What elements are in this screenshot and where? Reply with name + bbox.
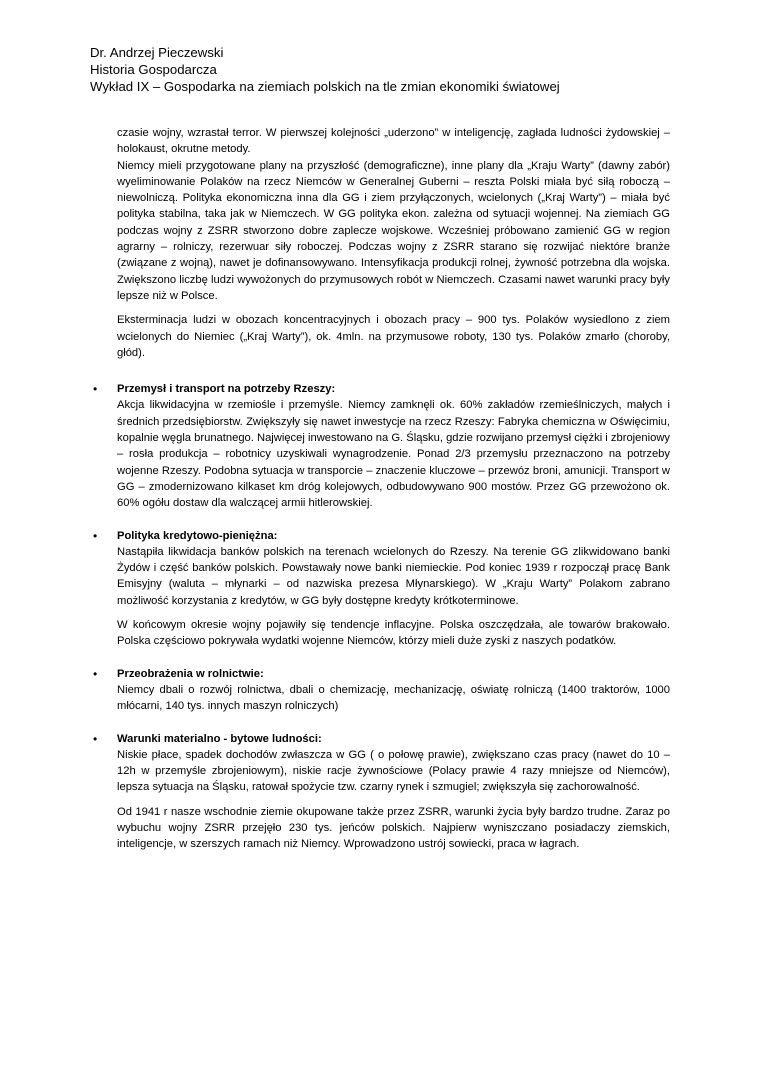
- section-title: Przemysł i transport na potrzeby Rzeszy:: [117, 383, 336, 396]
- intro-paragraph: Niemcy mieli przygotowane plany na przyszłość (demograficzne), inne plany dla „Kraju Warty” (dawny zabór) wyeliminowanie Polaków na rzecz Niemców w Generalnej Guberni – reszta Polski miała być siłą roboczą – niewolniczą. Polityka ekonomiczna inna dla GG i ziem przyłączonych, wcielonych („Kraj Warty”) – miała być polityka stabilna, taka jak w Niemczech. W GG polityka ekon. zależna od sytuacji wojennej. Na ziemiach GG podczas wojny z ZSRR stworzono dobre zaplecze wojskowe. Wcześniej próbowano zamienić GG w region agrarny – rolniczy, rezerwuar siły roboczej. Podczas wojny z ZSRR starano się rozwijać niektóre branże (związane z wojną), nawet je dofinansowywano. Intensyfikacja produkcji rolnej, żywność potrzebna dla wojska. Zwiększono liczbę ludzi wywożonych do przymusowych robót w Niemczech. Czasami nawet warunki pracy były lepsze niż w Polsce.: [117, 159, 670, 302]
- section-title: Polityka kredytowo-pieniężna:: [117, 529, 278, 542]
- section-credit-policy: [93, 528, 670, 650]
- section-living-conditions: [93, 731, 670, 853]
- intro-paragraph: czasie wojny, wzrastał terror. W pierwszej kolejności „uderzono” w inteligencję, zagłada ludności żydowskiej – holokaust, okrutne metody.: [117, 127, 670, 156]
- document-body: [93, 125, 670, 853]
- author-line: Dr. Andrzej Pieczewski: [90, 45, 224, 60]
- course-line: Historia Gospodarcza: [90, 62, 217, 77]
- intro-paragraph: Eksterminacja ludzi w obozach koncentracyjnych i obozach pracy – 900 tys. Polaków wysiedlono z ziem wcielonych do Niemiec („Kraj Warty”), ok. 4mln. na przymusowe roboty, 130 tys. Polaków zmarło (choroby, głód).: [117, 314, 670, 359]
- section-paragraph: Nastąpiła likwidacja banków polskich na terenach wcielonych do Rzeszy. Na terenie GG zlikwidowano banki Żydów i część banków polskich. Powstawały nowe banki niemieckie. Pod koniec 1939 r rozpoczął pracę Bank Emisyjny (waluta – młynarki – od nazwiska prezesa Młynarskiego). W „Kraju Warty” Polakom zabrano możliwość korzystania z kredytów, w GG były dostępne kredyty krótkoterminowe.: [117, 545, 670, 607]
- section-paragraph: Niemcy dbali o rozwój rolnictwa, dbali o chemizację, mechanizację, oświatę rolniczą (1400 traktorów, 1000 młócarni, 140 tys. innych maszyn rolniczych): [117, 683, 670, 713]
- page-header: [90, 44, 560, 95]
- section-paragraph: W końcowym okresie wojny pojawiły się tendencje inflacyjne. Polska oszczędzała, ale towarów brakowało. Polska częściowo pokrywała wydatki wojenne Niemców, którzy mieli duże zyski z naszych podatków.: [117, 619, 670, 648]
- lecture-title: Wykład IX – Gospodarka na ziemiach polskich na tle zmian ekonomiki światowej: [90, 79, 560, 94]
- bullet-icon: •: [93, 731, 98, 746]
- section-industry: [93, 381, 670, 511]
- section-paragraph: Od 1941 r nasze wschodnie ziemie okupowane także przez ZSRR, warunki życia były bardzo trudne. Zaraz po wybuchu wojny ZSRR przejęło 230 tys. jeńców polskich. Najpierw wyniszczano posiadaczy ziemskich, inteligencje, w szerszych ramach niż Niemcy. Wprowadzono ustrój sowiecki, praca w łagrach.: [117, 805, 670, 851]
- bullet-icon: •: [93, 666, 98, 681]
- section-paragraph: Niskie płace, spadek dochodów zwłaszcza w GG ( o połowę prawie), zwiększano czas pracy (nawet do 10 – 12h w przemyśle zbrojeniowym), niskie racje żywnościowe (Polacy prawie 4 razy mniejsze od Niemców), lepsza sytuacja na Śląsku, ratował spożycie tzw. czarny rynek i szmugiel; zwiększyła się zachorowalność.: [117, 748, 670, 794]
- section-title: Przeobrażenia w rolnictwie:: [117, 667, 264, 680]
- bullet-icon: •: [93, 382, 98, 397]
- section-paragraph: Akcja likwidacyjna w rzemiośle i przemyśle. Niemcy zamknęli ok. 60% zakładów rzemieślniczych, małych i średnich przedsiębiorstw. Zwiększyły się nawet inwestycje na rzecz Rzeszy: Fabryka chemiczna w Oświęcimiu, kopalnie węgla brunatnego. Najwięcej inwestowano na G. Śląsku, gdzie rozwijano przemysł ciężki i zbrojeniowy – rosła produkcja – robotnicy uzyskiwali wynagrodzenie. Ponad 2/3 przemysłu przeznaczono na potrzeby wojenne Rzeszy. Podobna sytuacja w transporcie – znaczenie kluczowe – przewóz broni, amunicji. Transport w GG – zmodernizowano kilkaset km dróg kolejowych, odbudowywano 900 mostów. Przez GG przewożono ok. 60% ogółu dostaw dla walczącej armii hitlerowskiej.: [117, 399, 670, 510]
- bullet-icon: •: [93, 528, 98, 543]
- section-list: [93, 381, 670, 852]
- section-agriculture: [93, 666, 670, 715]
- section-title: Warunki materialno - bytowe ludności:: [117, 732, 322, 745]
